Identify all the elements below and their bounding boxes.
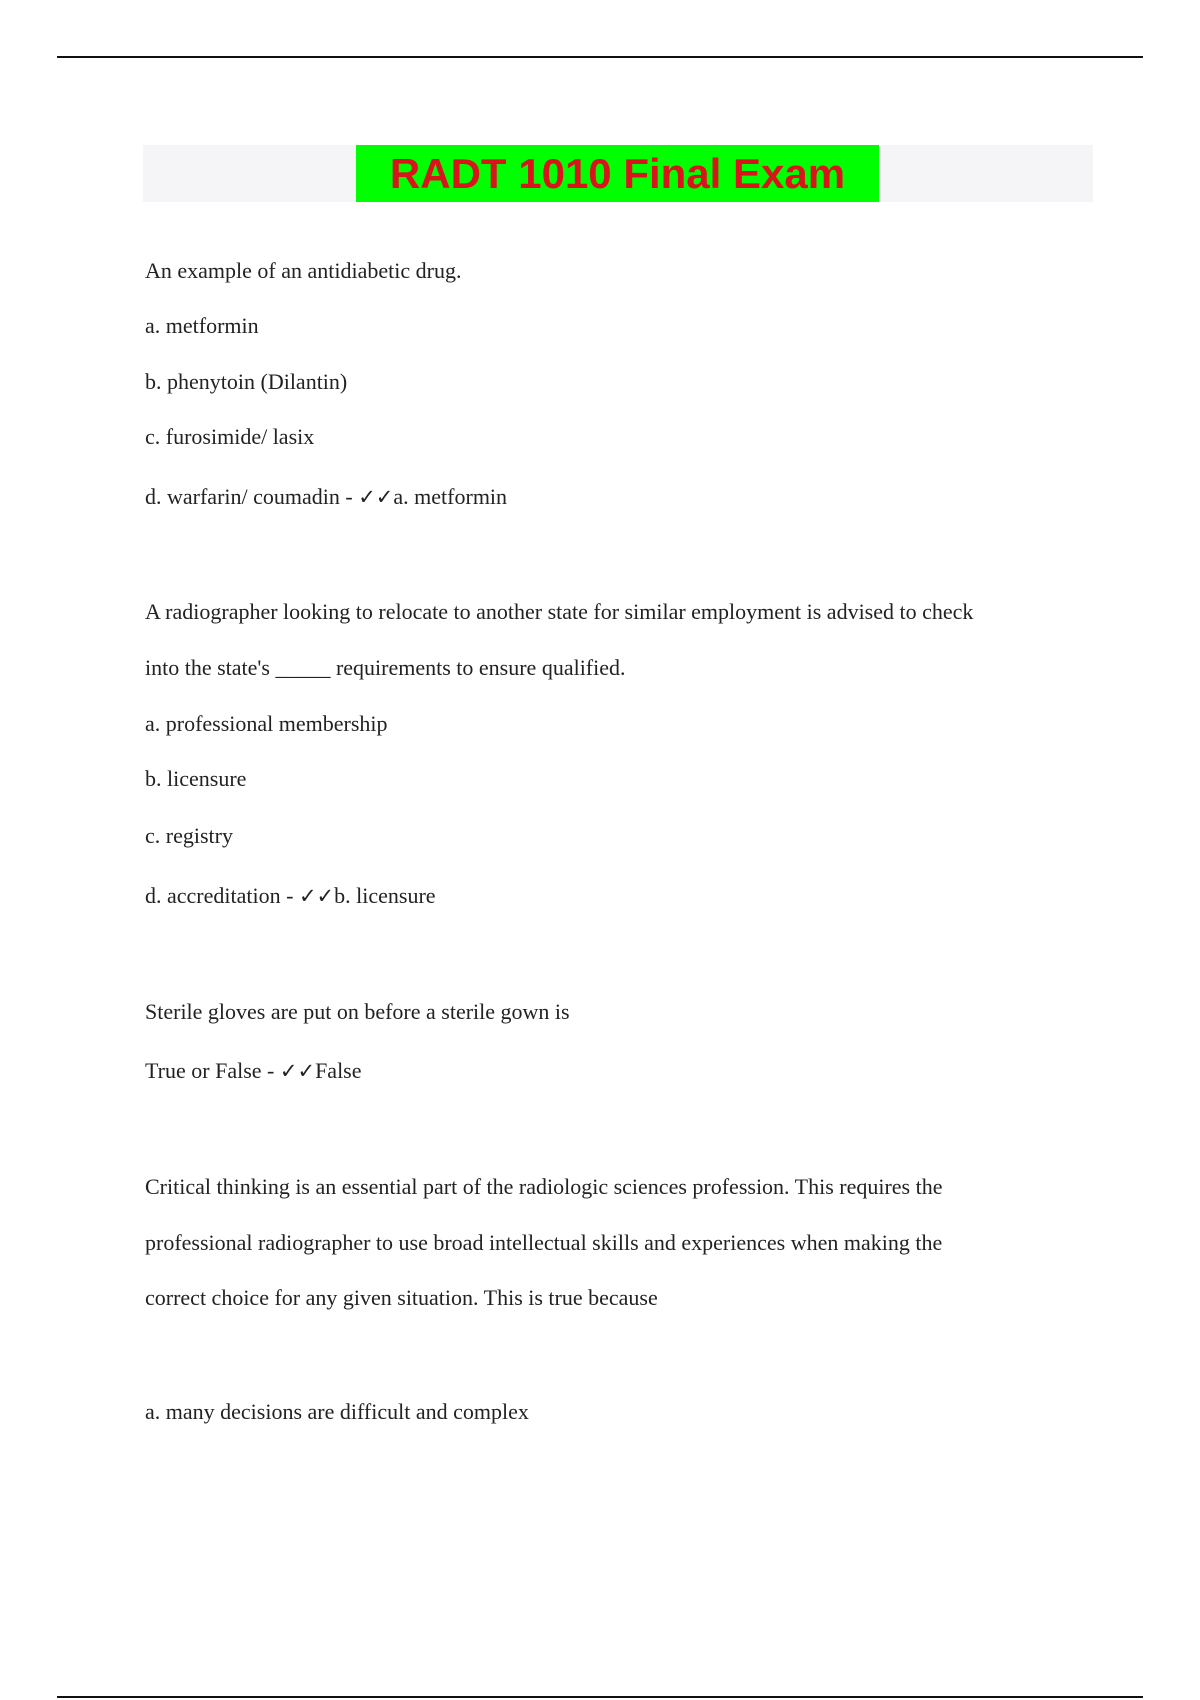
double-check-icon: ✓✓ [279, 1059, 316, 1083]
question-4-option-a: a. many decisions are difficult and complex [145, 1399, 529, 1424]
question-3-choice-text: True or False - [145, 1058, 280, 1083]
question-4-prompt-line-3: correct choice for any given situation. This is true because [145, 1285, 658, 1310]
question-1-option-d-text: d. warfarin/ coumadin - [145, 484, 359, 509]
question-2-answer: b. licensure [334, 883, 436, 908]
question-1-answer: a. metformin [393, 484, 508, 509]
question-2-option-c: c. registry [145, 823, 233, 848]
question-4-prompt-line-1: Critical thinking is an essential part of the radiologic sciences profession. This requires the [145, 1174, 943, 1199]
bottom-rule [57, 1696, 1143, 1698]
double-check-icon: ✓✓ [298, 884, 335, 908]
question-2-prompt-line-2: into the state's _____ requirements to ensure qualified. [145, 655, 626, 680]
question-1-option-b: b. phenytoin (Dilantin) [145, 369, 348, 394]
question-1-option-d [145, 486, 507, 508]
question-2-option-d [145, 885, 436, 907]
question-2-option-d-text: d. accreditation - [145, 883, 299, 908]
question-1-prompt: An example of an antidiabetic drug. [145, 258, 462, 283]
question-3-answer: False [315, 1058, 362, 1083]
top-rule [57, 56, 1143, 58]
question-1-option-a: a. metformin [145, 313, 259, 338]
double-check-icon: ✓✓ [358, 485, 394, 509]
page-title: RADT 1010 Final Exam [356, 145, 879, 202]
question-3-true-false [145, 1060, 362, 1082]
question-4-prompt-line-2: professional radiographer to use broad intellectual skills and experiences when making the [145, 1230, 943, 1255]
question-2-option-a: a. professional membership [145, 711, 388, 736]
question-2-option-b: b. licensure [145, 766, 247, 791]
question-1-option-c: c. furosimide/ lasix [145, 424, 315, 449]
question-3-prompt: Sterile gloves are put on before a sterile gown is [145, 999, 570, 1024]
question-2-prompt-line-1: A radiographer looking to relocate to another state for similar employment is advised to check [145, 599, 974, 624]
